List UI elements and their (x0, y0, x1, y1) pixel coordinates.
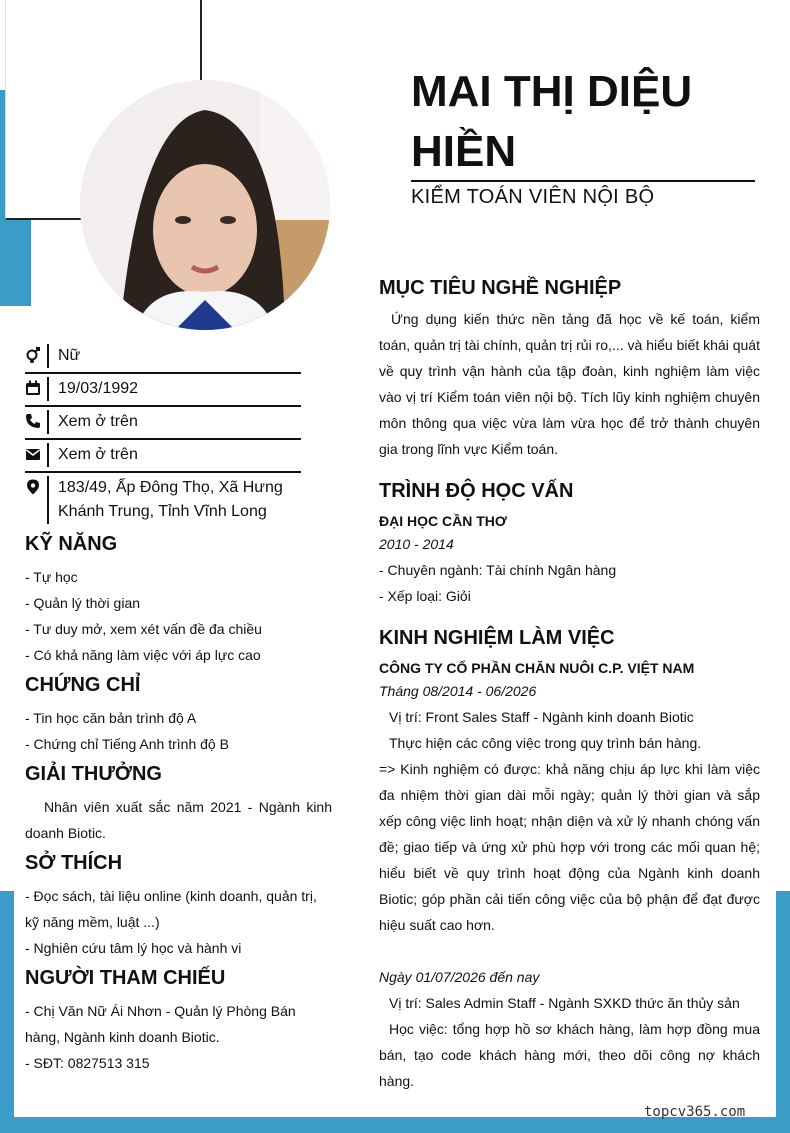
certificates-list (25, 705, 332, 757)
education-item: - Chuyên ngành: Tài chính Ngân hàng (379, 562, 617, 578)
school-name: ĐẠI HỌC CẦN THƠ (379, 513, 507, 529)
education-block (379, 511, 760, 609)
personal-info (25, 341, 301, 528)
email-icon (25, 443, 49, 467)
experience-period-1: Tháng 08/2014 - 06/2026 (379, 683, 537, 699)
certificate-item: - Chứng chỉ Tiếng Anh trình độ B (25, 736, 229, 752)
skill-item: - Tư duy mở, xem xét vấn đề đa chiều (25, 621, 262, 637)
education-item: - Xếp loại: Giỏi (379, 588, 471, 604)
birthday-value: 19/03/1992 (58, 380, 139, 397)
phone-icon (25, 410, 49, 434)
skills-heading: KỸ NĂNG (25, 533, 118, 555)
accent-bar-left-bottom (0, 891, 14, 1133)
info-address (25, 473, 301, 528)
award-text: Nhân viên xuất sắc năm 2021 - Ngành kinh doanh Biotic. (25, 799, 332, 841)
gender-icon (25, 344, 49, 368)
hobby-item: - Đọc sách, tài liệu online (kinh doanh, quản trị, kỹ năng mềm, luật ...) (25, 888, 317, 930)
hobby-item: - Nghiên cứu tâm lý học và hành vi (25, 940, 242, 956)
reference-item: - SĐT: 0827513 315 (25, 1055, 150, 1071)
reference-item: - Chị Văn Nữ Ái Nhơn - Quản lý Phòng Bán hàng, Ngành kinh doanh Biotic. (25, 1003, 296, 1045)
objective-heading: MỤC TIÊU NGHỀ NGHIỆP (379, 277, 622, 299)
full-name: MAI THỊ DIỆU HIỀN (411, 67, 693, 176)
certificates-heading: CHỨNG CHỈ (25, 674, 141, 696)
experience-block (379, 658, 760, 1094)
skill-item: - Tự học (25, 569, 78, 585)
references-list (25, 998, 332, 1076)
gender-value: Nữ (58, 347, 81, 364)
hobbies-heading: SỞ THÍCH (25, 852, 123, 874)
certificate-item: - Tin học căn bản trình độ A (25, 710, 197, 726)
job-title: KIỂM TOÁN VIÊN NỘI BỘ (411, 186, 655, 208)
accent-bar-right (776, 891, 790, 1133)
experience-task-1: Thực hiện các công việc trong quy trình bán hàng. (389, 735, 702, 751)
skills-list (25, 564, 332, 668)
skill-item: - Có khả năng làm việc với áp lực cao (25, 647, 261, 663)
email-value: Xem ở trên (58, 446, 138, 463)
awards-heading: GIẢI THƯỞNG (25, 763, 162, 785)
info-gender (25, 341, 301, 374)
experience-role-2: Vị trí: Sales Admin Staff - Ngành SXKD thức ăn thủy sản (389, 995, 740, 1011)
experience-role-1: Vị trí: Front Sales Staff - Ngành kinh doanh Biotic (389, 709, 694, 725)
skill-item: - Quản lý thời gian (25, 595, 141, 611)
info-birthday (25, 374, 301, 407)
hobbies-list (25, 883, 332, 961)
experience-period-2: Ngày 01/07/2026 đến nay (379, 969, 540, 985)
calendar-icon (25, 377, 49, 401)
location-icon (25, 476, 49, 524)
name-divider (411, 180, 755, 182)
references-heading: NGƯỜI THAM CHIẾU (25, 967, 226, 989)
info-email (25, 440, 301, 473)
education-heading: TRÌNH ĐỘ HỌC VẤN (379, 480, 574, 502)
address-value: 183/49, Ấp Đông Thọ, Xã Hưng Khánh Trung, Tỉnh Vĩnh Long (58, 479, 283, 520)
education-period: 2010 - 2014 (379, 536, 454, 552)
info-phone (25, 407, 301, 440)
objective-text: Ứng dụng kiến thức nền tảng đã học về kế toán, kiểm toán, quản trị tài chính, quản trị rủi ro,... và hiểu biết khái quát về quy trình vận hành của tập đoàn, kinh nghiệm làm việc vào vị trí Kiểm toán viên nội bộ. Tích lũy kinh nghiệm chuyên môn thông qua việc vừa làm vừa học để trở thành chuyên gia trong lĩnh vực Kiểm toán. (379, 311, 760, 457)
phone-value: Xem ở trên (58, 413, 138, 430)
experience-task-2: Học việc: tổng hợp hồ sơ khách hàng, làm hợp đồng mua bán, tạo code khách hàng mới, theo dõi công nợ khách hàng. (379, 1021, 760, 1089)
company-name: CÔNG TY CỔ PHẦN CHĂN NUÔI C.P. VIỆT NAM (379, 660, 695, 676)
experience-heading: KINH NGHIỆM LÀM VIỆC (379, 627, 615, 649)
experience-result-1: => Kinh nghiệm có được: khả năng chịu áp lực khi làm việc đa nhiệm thời gian dài mỗi ngày; quản lý thời gian và sắp xếp công việc linh hoạt; nhận diện và xử lý nhanh chóng vấn đề; giao tiếp và ứng xử phù hợp với trong các mối quan hệ; hiểu biết về quy trình hoạt động của Ngành kinh doanh Biotic; góp phần cải tiến công việc của bộ phận để đạt được hiệu suất cao hơn. (379, 761, 760, 933)
avatar (80, 80, 330, 330)
watermark-text: topcv365.com (644, 1104, 746, 1120)
